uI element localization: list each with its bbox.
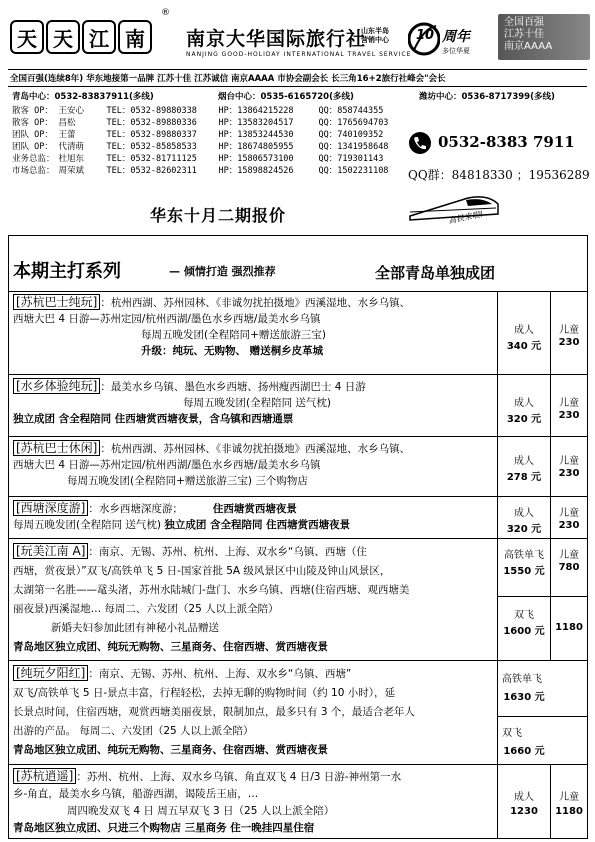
contact-qq: QQ：858744355 <box>318 106 384 116</box>
center-weifang: 潍坊中心：0536-8717399(多线) <box>419 92 555 102</box>
tour-price-table <box>8 235 588 839</box>
adult-label: 成人 <box>514 792 534 803</box>
contact-row <box>10 140 390 152</box>
tour-desc: ：南京、无锡、苏州、杭州、上海、双水乡“乌镇、西塘（住 <box>88 546 367 558</box>
tour-highlight: 青岛地区独立成团、纯玩无购物、三星商务、住宿西塘、赏西塘夜景 <box>13 744 328 756</box>
tour-item <box>13 768 495 837</box>
contact-role: 散客 OP： <box>12 106 53 116</box>
adult-price: 340 元 <box>506 341 542 352</box>
tour-item <box>13 378 493 427</box>
tour-desc: 双飞/高铁单飞 5 日-景点丰富，行程轻松，去掉无聊的购物时间（约 10 小时），延 <box>13 687 395 699</box>
adult-price: 278 元 <box>506 472 542 483</box>
tour-schedule: 每周五晚发团(全程陪同+赠送旅游三宝) <box>141 329 326 341</box>
contact-tel: TEL：0532-89880336 <box>106 118 197 128</box>
child-price: 230 <box>558 520 580 531</box>
contact-name: 代清萌 <box>58 142 85 152</box>
contact-name: 王蕾 <box>58 130 76 140</box>
child-price: 230 <box>558 337 580 348</box>
logo <box>10 20 152 54</box>
tour-name: [苏杭巴士纯玩] <box>13 294 100 310</box>
tour-item <box>13 542 495 657</box>
adult-price: 1550 元 <box>503 566 545 577</box>
adult-label: 成人 <box>514 508 534 519</box>
hotline-number: 0532-8383 7911 <box>438 133 575 151</box>
contact-row <box>10 152 390 164</box>
contact-name: 杜旭东 <box>58 154 85 164</box>
contact-tel: TEL：0532-85858533 <box>106 142 197 152</box>
tour-item <box>13 440 493 489</box>
contact-hp: HP：13853244530 <box>218 130 294 140</box>
contact-qq: QQ：1502231108 <box>318 166 389 176</box>
region-tag-line: 营销中心 <box>361 36 389 44</box>
adult-label: 双飞 <box>514 610 534 621</box>
logo-char: 南 <box>118 20 152 54</box>
tour-name: [玩美江南 A] <box>13 543 88 559</box>
anniversary-num: 10 <box>416 28 435 43</box>
tour-desc: ：南京、无锡、苏州、杭州、上海、双水乡“乌镇、西塘” <box>88 668 352 680</box>
child-price: 1180 <box>555 806 583 817</box>
tour-name: [西塘深度游] <box>13 500 88 516</box>
contact-tel: TEL：0532-89880337 <box>106 130 197 140</box>
region-tag <box>361 27 389 45</box>
logo-char: 天 <box>10 20 44 54</box>
adult-price: 320 元 <box>506 414 542 425</box>
contact-hp: HP：13583204517 <box>218 118 294 128</box>
honors-banner: 全国百强(连续8年) 华东地接第一品牌 江苏十佳 江苏诚信 南京AAAA 市协会副会长 长三角16+2旅行社峰会"会长 <box>10 74 446 84</box>
adult-label: 成人 <box>514 325 534 336</box>
tour-schedule: 丽夜景)西溪湿地… 每周二、六发团（25 人以上派全陪） <box>13 603 279 615</box>
anniversary-sub: 多位华夏 <box>442 47 470 55</box>
tour-highlight: 独立成团 含全程陪同 住西塘赏西塘夜景 <box>164 519 351 531</box>
tour-note: 新婚夫妇参加此团有神秘小礼品赠送 <box>51 622 219 634</box>
contact-name: 王安心 <box>58 106 85 116</box>
tour-item <box>13 664 495 760</box>
contact-role: 市场总监： <box>12 166 55 176</box>
tour-highlight: 独立成团 含全程陪同 住西塘赏西塘夜景，含乌镇和西塘通票 <box>13 413 294 425</box>
anniversary-word: 周年 <box>442 29 470 45</box>
registered-mark: ® <box>161 8 170 18</box>
adult-label: 高铁单飞 <box>502 674 542 685</box>
contact-row <box>10 128 390 140</box>
adult-label: 双飞 <box>502 728 522 739</box>
tour-schedule: 每周五晚发团(全程陪同 送气枕) <box>13 519 162 531</box>
contact-tel: TEL：0532-81711125 <box>106 154 197 164</box>
adult-label: 成人 <box>514 398 534 409</box>
contact-row <box>10 116 390 128</box>
contact-name: 周荣斌 <box>58 166 85 176</box>
contact-qq: QQ：719301143 <box>318 154 384 164</box>
child-price: 230 <box>558 410 580 421</box>
tour-name: [纯玩夕阳红] <box>13 665 88 681</box>
tour-highlight: 升级：纯玩、无购物、 赠送桐乡皮革城 <box>141 345 324 357</box>
tour-desc: 长景点时间，住宿西塘，观赏西塘美丽夜景，限制加点，最多只有 3 个，最适合老年人 <box>13 706 415 718</box>
train-caption: 高铁来啦! <box>447 209 484 226</box>
tour-name: [水乡体验纯玩] <box>13 378 100 394</box>
contact-tel: TEL：0532-89880338 <box>106 106 197 116</box>
tour-schedule: 每周五晚发团(全程陪同+赠送旅游三宝) 三个购物店 <box>67 475 308 487</box>
contact-name: 昌松 <box>58 118 76 128</box>
adult-price: 1630 元 <box>503 692 545 703</box>
tour-desc: ：最美水乡乌镇、墨色水乡西塘、扬州瘦西湖巴士 4 日游 <box>100 381 366 393</box>
contact-hp: HP：15898824526 <box>218 166 294 176</box>
contact-role: 业务总监： <box>12 154 55 164</box>
train-image <box>408 188 500 226</box>
contacts-table <box>10 104 390 176</box>
tour-item <box>13 294 493 359</box>
tour-item <box>13 500 493 533</box>
child-label: 儿童 <box>559 325 579 336</box>
contact-row <box>10 104 390 116</box>
phone-icon <box>408 131 432 155</box>
tour-desc: 西塘大巴 4 日游—苏州定园/杭州西湖/墨色水乡西塘/最美水乡乌镇 <box>13 313 321 325</box>
contact-qq: QQ：740109352 <box>318 130 384 140</box>
logo-char: 江 <box>82 20 116 54</box>
contact-row <box>10 164 390 176</box>
child-label: 儿童 <box>559 792 579 803</box>
child-label: 儿童 <box>559 398 579 409</box>
company-name-en: NANJING GOOD-HOLIDAY INTERNATIONAL TRAVEL SERVICE <box>186 51 412 58</box>
tour-schedule: 周四晚发双飞 4 日 周五早双飞 3 日（25 人以上派全陪） <box>67 805 335 817</box>
logo-char: 天 <box>46 20 80 54</box>
tour-schedule: 出游的产品。 每周二、六发团（25 人以上派全陪） <box>13 725 254 737</box>
contact-hp: HP：13864215228 <box>218 106 294 116</box>
tour-desc: ：苏州、杭州、上海、双水乡乌镇、角直双飞 4 日/3 日游-神州第一水 <box>76 771 402 783</box>
adult-label: 成人 <box>514 456 534 467</box>
award-line: 江苏十佳 <box>504 29 544 40</box>
tour-desc: 乡-角直，最美水乡乌镇，船游西湖，谒陵岳王庙，… <box>13 788 259 800</box>
adult-price: 320 元 <box>506 524 542 535</box>
region-tag-line: 山东半岛 <box>361 27 389 35</box>
series-title: 本期主打系列 <box>13 261 121 282</box>
period-title: 华东十月二期报价 <box>150 206 287 225</box>
series-header <box>9 239 389 282</box>
award-box <box>498 14 590 60</box>
tour-desc: 太湖第一名胜——鼋头渚，苏州水陆城门-盘门、水乡乌镇、西塘(住宿西塘、观西塘美 <box>13 584 410 596</box>
tour-desc: 西塘，赏夜景）”双飞/高铁单飞 5 日-国家首批 5A 级风景区中山陵及钟山风景区， <box>13 565 391 577</box>
contact-role: 团队 OP： <box>12 130 53 140</box>
child-label: 儿童 <box>559 550 579 561</box>
tour-name: [苏杭逍遥] <box>13 768 76 784</box>
child-price: 230 <box>558 468 580 479</box>
tour-highlight: 青岛地区独立成团、纯玩无购物、三星商务、住宿西塘、赏西塘夜景 <box>13 641 328 653</box>
adult-price: 1660 元 <box>503 746 545 757</box>
tour-desc: ：杭州西湖、苏州园林、《非诚勿扰拍摄地》西溪湿地、水乡乌镇、 <box>100 443 411 455</box>
anniversary-badge <box>408 20 486 60</box>
contact-tel: TEL：0532-82602311 <box>106 166 197 176</box>
award-line: 南京AAAA <box>504 41 553 52</box>
tour-desc-bold: 住西塘赏西塘夜景 <box>212 503 297 515</box>
adult-price: 1230 <box>510 806 538 817</box>
adult-label: 高铁单飞 <box>504 550 544 561</box>
tour-desc: ：杭州西湖、苏州园林、《非诚勿扰拍摄地》西溪湿地、水乡乌镇、 <box>100 297 411 309</box>
child-label: 儿童 <box>559 456 579 467</box>
contact-role: 团队 OP： <box>12 142 53 152</box>
contact-hp: HP：18674805955 <box>218 142 294 152</box>
company-name: 南京大华国际旅行社 <box>186 28 367 50</box>
contact-hp: HP：15806573100 <box>218 154 294 164</box>
child-price: 1180 <box>555 622 583 633</box>
contact-qq: QQ：1341958648 <box>318 142 389 152</box>
award-line: 全国百强 <box>504 17 544 28</box>
adult-price: 1600 元 <box>503 626 545 637</box>
series-note: 全部青岛单独成团 <box>375 264 496 282</box>
contact-role: 散客 OP： <box>12 118 53 128</box>
child-label: 儿童 <box>559 508 579 519</box>
contact-qq: QQ：1765694703 <box>318 118 389 128</box>
tour-schedule: 每周五晚发团(全程陪同 送气枕) <box>183 397 332 409</box>
qq-group: QQ群：84818330 ；19536289 <box>408 168 590 182</box>
center-qingdao: 青岛中心：0532-83837911(多线) <box>12 92 154 102</box>
tour-desc: 西塘大巴 4 日游—苏州定园/杭州西湖/墨色水乡西塘/最美水乡乌镇 <box>13 459 321 471</box>
tour-highlight: 青岛地区独立成团、只进三个购物店 三星商务 住一晚挂四星住宿 <box>13 822 315 834</box>
child-price: 780 <box>558 562 580 573</box>
series-subtitle: — 倾情打造 强烈推荐 <box>169 265 276 278</box>
tour-name: [苏杭巴士休闲] <box>13 440 100 456</box>
center-yantai: 烟台中心：0535-6165720(多线) <box>218 92 354 102</box>
tour-desc: ：水乡西塘深度游； <box>88 503 183 515</box>
